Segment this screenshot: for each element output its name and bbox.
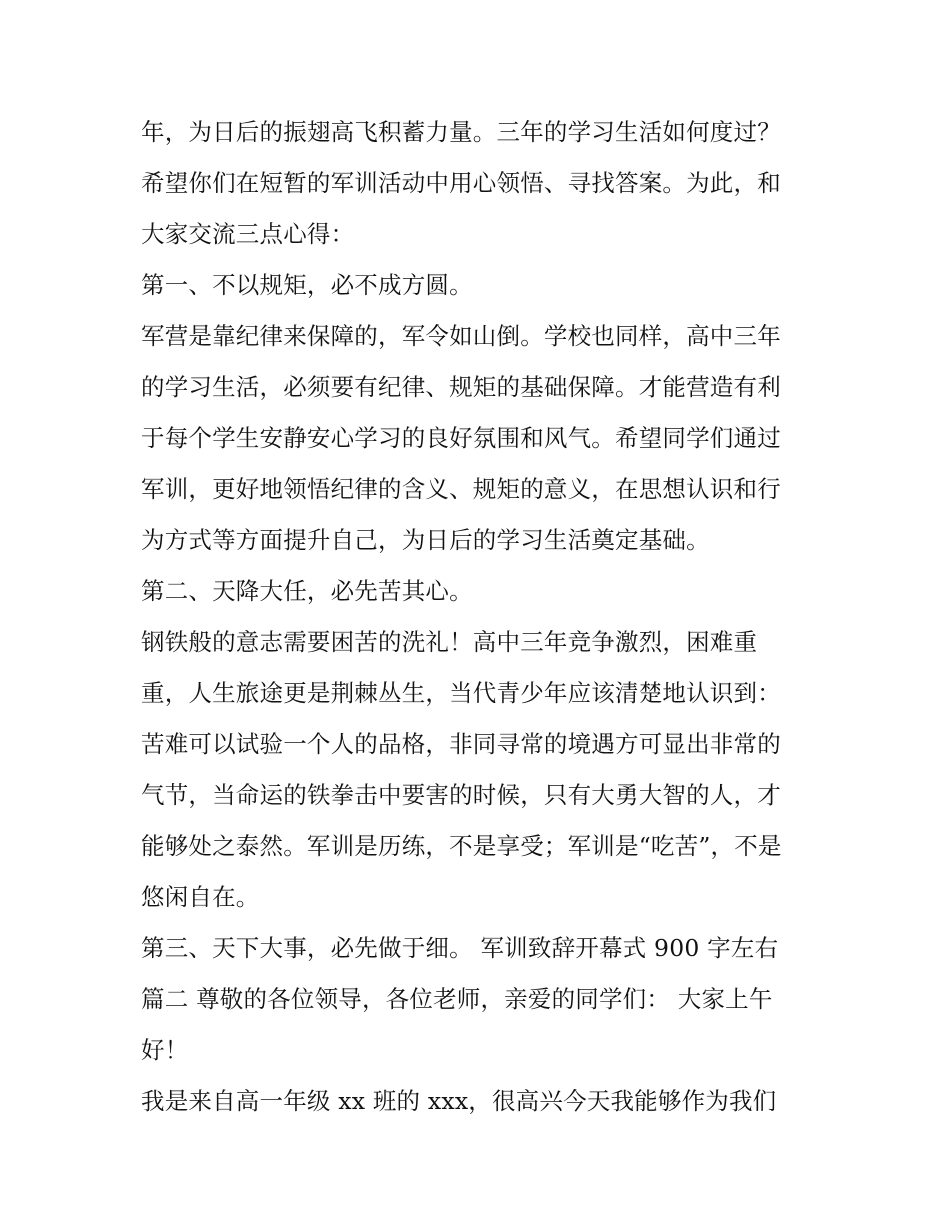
text-line: 重，人生旅途更是荆棘丛生，当代青少年应该清楚地认识到： (141, 679, 781, 707)
text-line: 军训，更好地领悟纪律的含义、规矩的意义，在思想认识和行 (141, 475, 781, 503)
section-heading: 第二、天降大任，必先苦其心。 (141, 577, 473, 605)
text-line: 大家交流三点心得： (141, 220, 355, 248)
text-line: 我是来自高一年级 xx 班的 xxx，很高兴今天我能够作为我们 (141, 1087, 777, 1115)
text-line: 好！ (141, 1036, 189, 1064)
text-line: 为方式等方面提升自己，为日后的学习生活奠定基础。 (141, 526, 710, 554)
section-heading: 第三、天下大事，必先做于细。 军训致辞开幕式 900 字左右 (141, 934, 779, 962)
text-line: 希望你们在短暂的军训活动中用心领悟、寻找答案。为此，和 (141, 169, 781, 197)
text-line: 钢铁般的意志需要困苦的洗礼！高中三年竞争激烈，困难重 (141, 628, 758, 656)
text-line: 苦难可以试验一个人的品格，非同寻常的境遇方可显出非常的 (141, 730, 781, 758)
text-line: 的学习生活，必须要有纪律、规矩的基础保障。才能营造有利 (141, 373, 781, 401)
text-line: 年，为日后的振翅高飞积蓄力量。三年的学习生活如何度过？ (141, 118, 781, 146)
text-line: 军营是靠纪律来保障的，军令如山倒。学校也同样，高中三年 (141, 322, 781, 350)
text-line: 悠闲自在。 (141, 883, 260, 911)
section-heading: 第一、不以规矩，必不成方圆。 (141, 271, 473, 299)
text-line: 篇二 尊敬的各位领导，各位老师，亲爱的同学们： 大家上午 (141, 985, 773, 1013)
text-line: 气节，当命运的铁拳击中要害的时候，只有大勇大智的人，才 (141, 781, 781, 809)
document-body (141, 107, 813, 1127)
text-line: 于每个学生安静安心学习的良好氛围和风气。希望同学们通过 (141, 424, 781, 452)
text-line: 能够处之泰然。军训是历练，不是享受；军训是“吃苦”，不是 (141, 832, 782, 860)
